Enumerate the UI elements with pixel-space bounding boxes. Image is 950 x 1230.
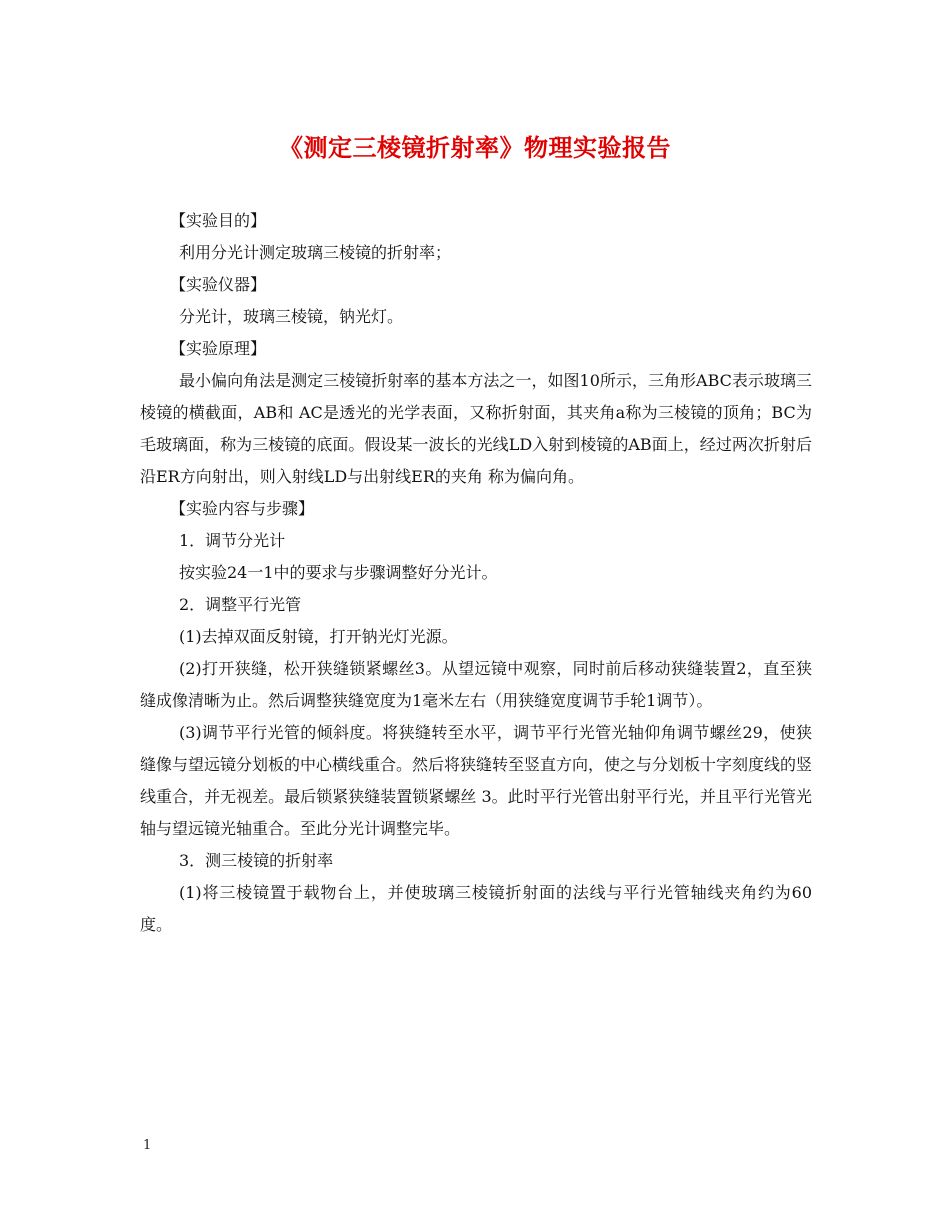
- step-heading-adjust-collimator: 2．调整平行光管: [179, 595, 302, 614]
- paragraph-step-2-2: (2)打开狭缝，松开狭缝锁紧螺丝3。从望远镜中观察，同时前后移动狭缝装置2，直至狭缝成像清晰为止。然后调整狭缝宽度为1毫米左右（用狭缝宽度调节手轮1调节）。: [140, 659, 812, 710]
- section-heading-purpose: 【实验目的】: [170, 211, 267, 230]
- section-heading-instruments: 【实验仪器】: [170, 275, 267, 294]
- paragraph-principle: 最小偏向角法是测定三棱镜折射率的基本方法之一，如图10所示，三角形ABC表示玻璃三棱镜的横截面，AB和 AC是透光的光学表面，又称折射面，其夹角a称为三棱镜的顶角；BC为毛玻璃面，称为三棱镜的底面。假设某一波长的光线LD入射到棱镜的AB面上，经过两次折射后沿ER方向射出，则入射线LD与出射线ER的夹角 称为偏向角。: [140, 371, 812, 486]
- paragraph-step-2-1: (1)去掉双面反射镜，打开钠光灯光源。: [179, 627, 458, 646]
- paragraph-step-2-3: (3)调节平行光管的倾斜度。将狭缝转至水平，调节平行光管光轴仰角调节螺丝29，使狭缝像与望远镜分划板的中心横线重合。然后将狭缝转至竖直方向，使之与分划板十字刻度线的竖线重合，并无视差。最后锁紧狭缝装置锁紧螺丝 3。此时平行光管出射平行光，并且平行光管光轴与望远镜光轴重合。至此分光计调整完毕。: [140, 723, 813, 838]
- paragraph-instruments: 分光计，玻璃三棱镜，钠光灯。: [179, 307, 404, 326]
- page-title: 《测定三棱镜折射率》物理实验报告: [279, 133, 671, 162]
- section-heading-procedure: 【实验内容与步骤】: [170, 499, 315, 518]
- paragraph-purpose: 利用分光计测定玻璃三棱镜的折射率；: [179, 243, 452, 262]
- paragraph-step-3-1: (1)将三棱镜置于载物台上，并使玻璃三棱镜折射面的法线与平行光管轴线夹角约为60度。: [140, 883, 812, 934]
- paragraph-adjust-spectrometer: 按实验24一1中的要求与步骤调整好分光计。: [179, 563, 498, 582]
- step-heading-adjust-spectrometer: 1．调节分光计: [179, 531, 286, 550]
- section-heading-principle: 【实验原理】: [170, 339, 267, 358]
- document-body: [140, 205, 812, 941]
- page-number: 1: [143, 1138, 152, 1153]
- step-heading-measure-refraction: 3．测三棱镜的折射率: [179, 851, 334, 870]
